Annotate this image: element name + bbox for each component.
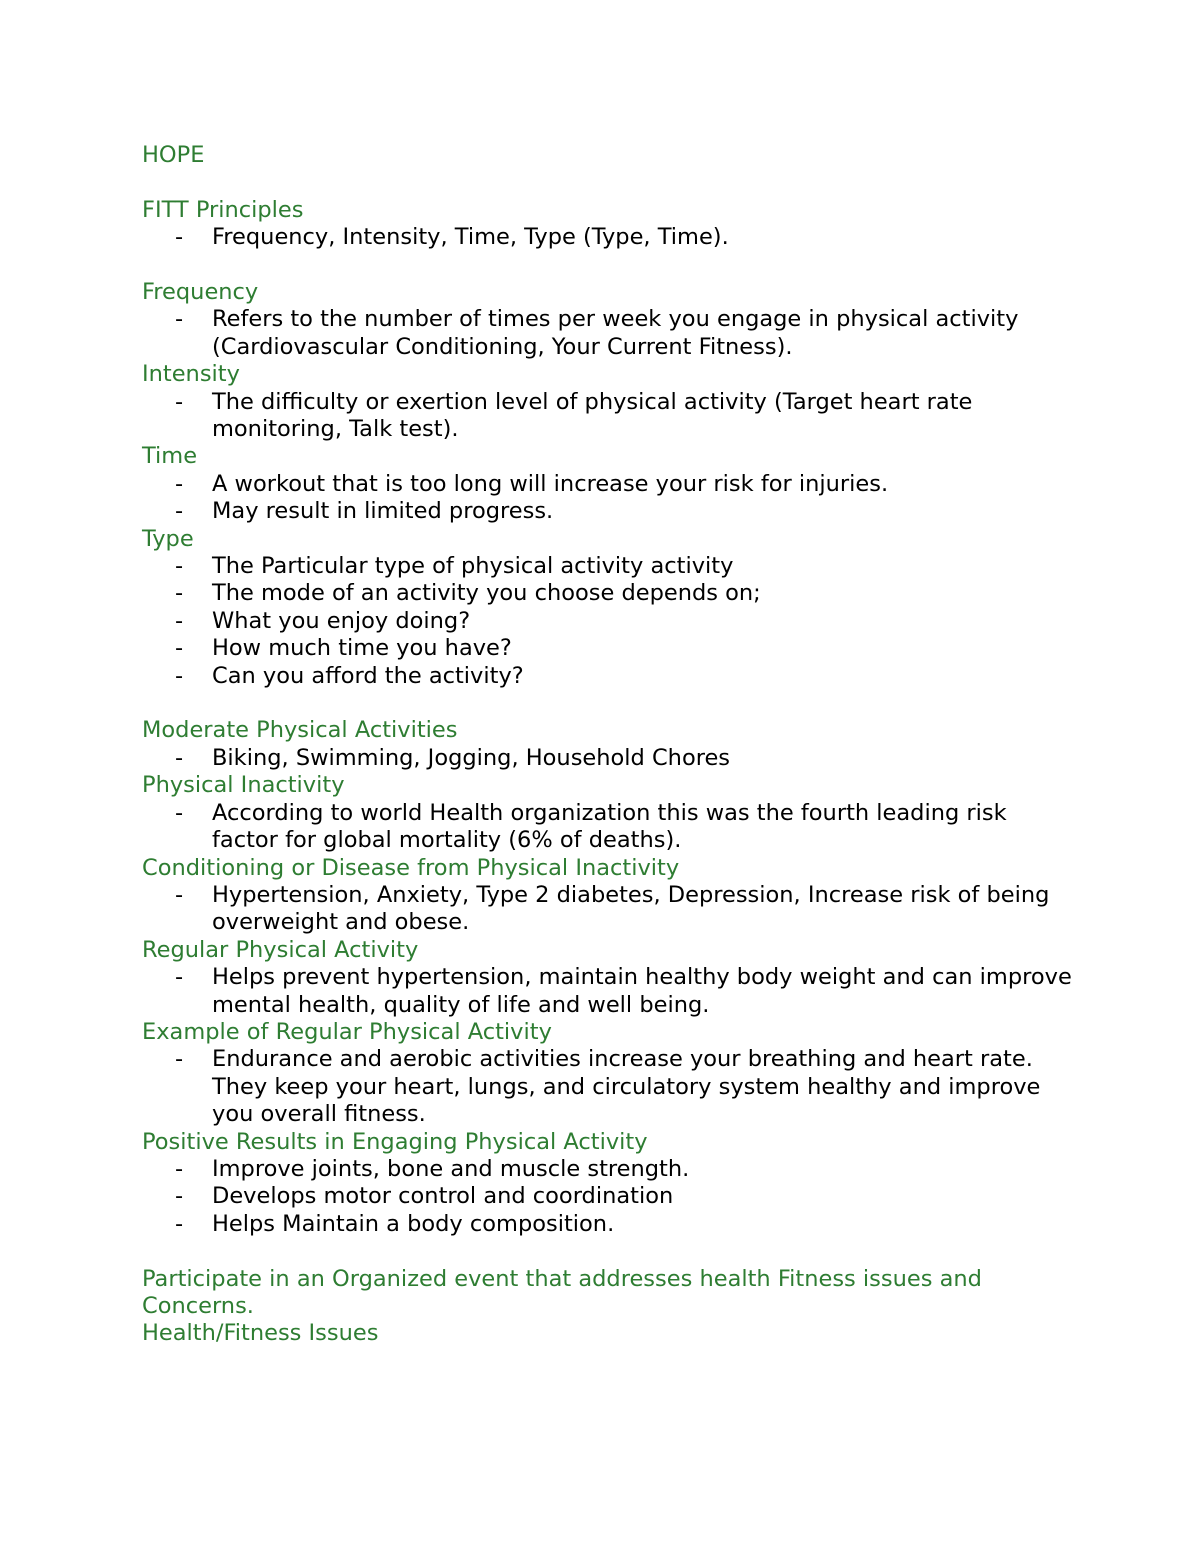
bullet-list (142, 1156, 1072, 1238)
bullet-text: The difficulty or exertion level of physical activity (Target heart rate monitoring, Talk test). (212, 388, 973, 443)
dash-bullet-icon: - (175, 224, 184, 251)
bullet-text: Helps Maintain a body composition. (212, 1210, 615, 1237)
dash-bullet-icon: - (175, 964, 184, 991)
section-heading: Physical Inactivity (142, 772, 345, 799)
dash-bullet-icon: - (175, 1210, 184, 1237)
dash-bullet-icon: - (175, 553, 184, 580)
bullet-item (142, 1156, 1072, 1183)
bullet-item (142, 663, 1072, 690)
bullet-text: Endurance and aerobic activities increase your breathing and heart rate. They keep your heart, lungs, and circulatory system healthy and improve you overall fitness. (212, 1046, 1041, 1128)
section-block (142, 443, 1072, 525)
bullet-item (142, 608, 1072, 635)
bullet-item (142, 306, 1072, 361)
bullet-item (142, 1046, 1072, 1128)
dash-bullet-icon: - (175, 498, 184, 525)
bullet-text: Can you afford the activity? (212, 662, 524, 689)
section-heading: Regular Physical Activity (142, 936, 419, 963)
bullet-list (142, 745, 1072, 772)
section-heading: Positive Results in Engaging Physical Activity (142, 1128, 648, 1155)
bullet-text: What you enjoy doing? (212, 607, 471, 634)
bullet-item (142, 471, 1072, 498)
bullet-item (142, 800, 1072, 855)
section-block (142, 279, 1072, 361)
bullet-text: Helps prevent hypertension, maintain healthy body weight and can improve mental health, quality of life and well being. (212, 964, 1072, 1018)
bullet-text: Biking, Swimming, Jogging, Household Chores (212, 744, 731, 771)
section-heading: Frequency (142, 279, 259, 305)
dash-bullet-icon: - (175, 1183, 184, 1210)
bullet-item (142, 745, 1072, 772)
dash-bullet-icon: - (175, 881, 184, 908)
bullet-item (142, 389, 1072, 444)
section-heading: Moderate Physical Activities (142, 717, 458, 744)
dash-bullet-icon: - (175, 470, 184, 497)
section-block (142, 526, 1072, 690)
dash-bullet-icon: - (175, 306, 184, 333)
section-heading: FITT Principles (142, 196, 304, 223)
bullet-item (142, 498, 1072, 525)
dash-bullet-icon: - (175, 1155, 184, 1182)
bullet-list (142, 389, 1072, 444)
bullet-list (142, 553, 1072, 690)
sections-container (142, 197, 1072, 1348)
bullet-list (142, 471, 1072, 526)
section-block (142, 937, 1072, 1019)
bullet-text: How much time you have? (212, 635, 512, 662)
section-block (142, 197, 1072, 252)
section-block (142, 1129, 1072, 1239)
section-heading: Example of Regular Physical Activity (142, 1018, 552, 1045)
bullet-item (142, 882, 1072, 937)
bullet-list (142, 800, 1072, 855)
bullet-text: A workout that is too long will increase your risk for injuries. (212, 470, 889, 497)
bullet-list (142, 306, 1072, 361)
bullet-list (142, 1046, 1072, 1128)
section-block (142, 717, 1072, 772)
section-block (142, 361, 1072, 443)
section-heading: Participate in an Organized event that addresses health Fitness issues and Concerns. (142, 1265, 982, 1319)
dash-bullet-icon: - (175, 799, 184, 826)
dash-bullet-icon: - (175, 388, 184, 415)
section-heading: Time (142, 443, 198, 470)
section-heading: Type (142, 525, 194, 552)
dash-bullet-icon: - (175, 635, 184, 662)
section-block (142, 1019, 1072, 1129)
bullet-item (142, 580, 1072, 607)
dash-bullet-icon: - (175, 662, 184, 689)
document-title: HOPE (142, 142, 205, 168)
section-heading: Intensity (142, 361, 240, 388)
bullet-item (142, 1183, 1072, 1210)
bullet-list (142, 964, 1072, 1019)
bullet-item (142, 224, 1072, 251)
section-heading: Health/Fitness Issues (142, 1320, 379, 1347)
bullet-text: According to world Health organization this was the fourth leading risk factor for global mortality (6% of deaths). (212, 799, 1007, 854)
bullet-text: Hypertension, Anxiety, Type 2 diabetes, Depression, Increase risk of being overweight and obese. (212, 881, 1050, 936)
bullet-item (142, 964, 1072, 1019)
bullet-list (142, 224, 1072, 251)
bullet-item (142, 1211, 1072, 1238)
dash-bullet-icon: - (175, 607, 184, 634)
section-block (142, 1320, 1072, 1347)
bullet-text: The Particular type of physical activity activity (212, 553, 734, 580)
bullet-text: The mode of an activity you choose depends on; (212, 580, 761, 607)
bullet-text: Develops motor control and coordination (212, 1183, 674, 1210)
dash-bullet-icon: - (175, 744, 184, 771)
bullet-item (142, 553, 1072, 580)
bullet-item (142, 635, 1072, 662)
bullet-text: Improve joints, bone and muscle strength. (212, 1155, 690, 1182)
bullet-text: May result in limited progress. (212, 498, 554, 525)
dash-bullet-icon: - (175, 1046, 184, 1073)
bullet-text: Refers to the number of times per week you engage in physical activity (Cardiovascular Conditioning, Your Current Fitness). (212, 306, 1019, 360)
section-heading: Conditioning or Disease from Physical Inactivity (142, 854, 680, 881)
section-block (142, 855, 1072, 937)
bullet-text: Frequency, Intensity, Time, Type (Type, Time). (212, 224, 729, 251)
bullet-list (142, 882, 1072, 937)
section-block (142, 772, 1072, 854)
section-block (142, 1266, 1072, 1321)
document-body (142, 142, 1072, 1348)
dash-bullet-icon: - (175, 580, 184, 607)
